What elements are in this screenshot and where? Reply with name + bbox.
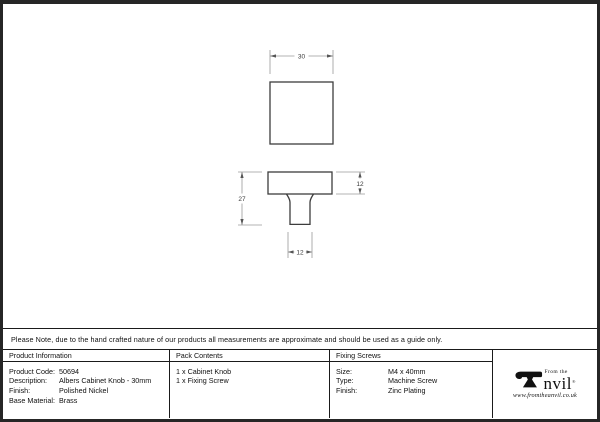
overall-height-label: 27 (238, 196, 246, 204)
row-label: Description: (9, 376, 47, 386)
pack-contents-section (170, 350, 330, 418)
registered-mark: ® (572, 378, 576, 384)
logo-brand-text: nvil® (543, 373, 576, 393)
row-value: Machine Screw (388, 376, 438, 386)
technical-drawing (3, 4, 597, 328)
pack-item: 1 x Fixing Screw (176, 376, 229, 386)
logo-tagline: From the (544, 369, 568, 376)
anvil-icon (515, 369, 543, 390)
brand-cell (493, 350, 597, 418)
knob-outlines (268, 82, 333, 224)
fixing-screws-header: Fixing Screws (330, 350, 492, 362)
row-label: Type: (336, 376, 354, 386)
table-row (9, 376, 169, 386)
row-label: Product Code: (9, 366, 55, 376)
head-height-label: 12 (356, 181, 364, 188)
dimension-labels (238, 54, 364, 257)
side-view-head-outline (268, 172, 332, 194)
spec-table (3, 350, 597, 418)
row-value: 50694 (59, 366, 79, 376)
row-value: Brass (59, 395, 78, 405)
stem-width-label: 12 (296, 249, 304, 257)
row-label: Base Material: (9, 395, 55, 405)
side-view-stem-outline (287, 194, 314, 224)
table-row (336, 376, 492, 386)
row-value: M4 x 40mm (388, 366, 426, 376)
row-value: Polished Nickel (59, 385, 109, 395)
pack-contents-header: Pack Contents (170, 350, 329, 362)
dimension-lines (238, 50, 365, 258)
row-label: Size: (336, 366, 352, 376)
row-value: Zinc Plating (388, 385, 426, 395)
note-bar (3, 328, 597, 350)
row-label: Finish: (336, 385, 358, 395)
logo-website: www.fromtheanvil.co.uk (512, 391, 578, 399)
table-row (336, 367, 492, 377)
product-information-section (3, 350, 170, 418)
table-row (9, 396, 169, 406)
pack-item: 1 x Cabinet Knob (176, 366, 232, 376)
top-width-label: 30 (297, 53, 306, 61)
fixing-screws-section (330, 350, 493, 418)
row-value: Albers Cabinet Knob - 30mm (59, 376, 152, 386)
table-row (9, 367, 169, 377)
from-the-anvil-logo (513, 369, 577, 399)
product-information-header: Product Information (3, 350, 169, 362)
table-row (336, 386, 492, 396)
row-label: Finish: (9, 385, 31, 395)
dimension-arrows (240, 54, 361, 253)
table-row (9, 386, 169, 396)
note-text: Please Note, due to the hand crafted nature of our products all measurements are approximate and should be used as a guide only. (11, 334, 443, 344)
top-view-outline (270, 82, 333, 144)
